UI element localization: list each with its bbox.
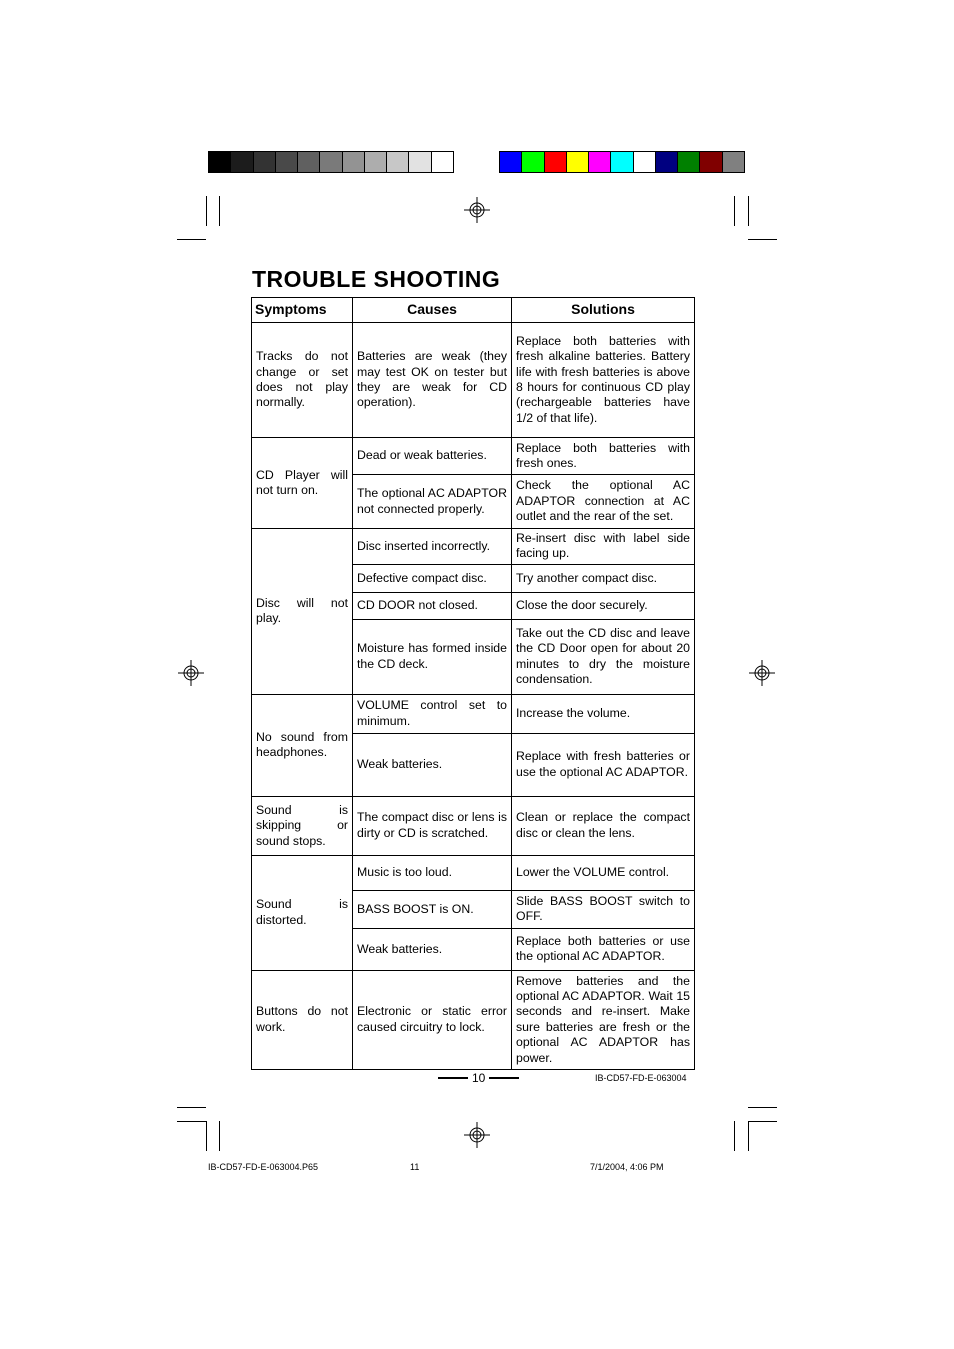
cause-cell: Weak batteries.	[353, 733, 512, 796]
grayscale-calibration-bar	[208, 151, 454, 173]
solution-cell: Increase the volume.	[512, 694, 695, 733]
page-number	[438, 1071, 519, 1085]
solution-cell: Replace with fresh batteries or use the optional AC ADAPTOR.	[512, 733, 695, 796]
crop-mark	[177, 1107, 206, 1108]
footer-file-name: IB-CD57-FD-E-063004.P65	[208, 1162, 319, 1172]
cause-cell: BASS BOOST is ON.	[353, 890, 512, 928]
table-row	[252, 529, 695, 565]
crop-mark	[748, 196, 749, 226]
crop-mark	[206, 196, 207, 226]
table-row	[252, 323, 695, 438]
causes-header: Causes	[353, 298, 512, 323]
gray-swatch	[387, 152, 409, 172]
cause-cell: The compact disc or lens is dirty or CD is scratched.	[353, 796, 512, 855]
crop-mark	[748, 1121, 749, 1151]
symptom-cell: Tracks do not change or set does not play normally.	[252, 323, 353, 438]
symptom-cell: Buttons do not work.	[252, 970, 353, 1069]
color-swatch	[500, 152, 522, 172]
crop-mark	[748, 239, 777, 240]
gray-swatch	[276, 152, 298, 172]
color-swatch	[522, 152, 544, 172]
solution-cell: Slide BASS BOOST switch to OFF.	[512, 890, 695, 928]
table-header-row	[252, 298, 695, 323]
solution-cell: Try another compact disc.	[512, 564, 695, 592]
color-swatch	[723, 152, 744, 172]
symptom-cell: Sound is skipping or sound stops.	[252, 796, 353, 855]
color-swatch	[545, 152, 567, 172]
table-row	[252, 694, 695, 733]
crop-mark	[748, 1121, 777, 1122]
color-swatch	[589, 152, 611, 172]
solution-cell: Clean or replace the compact disc or clean the lens.	[512, 796, 695, 855]
solution-cell: Take out the CD disc and leave the CD Door open for about 20 minutes to dry the moisture condensation.	[512, 619, 695, 694]
registration-mark-icon	[178, 660, 204, 686]
symptom-cell: Disc will not play.	[252, 529, 353, 695]
gray-swatch	[254, 152, 276, 172]
color-swatch	[700, 152, 722, 172]
page-number-rule	[438, 1077, 468, 1079]
crop-mark	[748, 1107, 777, 1108]
color-calibration-bar	[499, 151, 745, 173]
cause-cell: Batteries are weak (they may test OK on tester but they are weak for CD operation).	[353, 323, 512, 438]
table-row	[252, 438, 695, 475]
color-swatch	[611, 152, 633, 172]
crop-mark	[206, 1121, 207, 1151]
solution-cell: Replace both batteries or use the optional AC ADAPTOR.	[512, 928, 695, 970]
cause-cell: Moisture has formed inside the CD deck.	[353, 619, 512, 694]
crop-mark	[734, 196, 735, 226]
solution-cell: Remove batteries and the optional AC ADAPTOR. Wait 15 seconds and re-insert. Make sure batteries are fresh or the optional AC ADAPTOR has power.	[512, 970, 695, 1069]
symptoms-header: Symptoms	[252, 298, 353, 323]
crop-mark	[219, 1121, 220, 1151]
registration-mark-icon	[464, 197, 490, 223]
crop-mark	[734, 1121, 735, 1151]
cause-cell: Dead or weak batteries.	[353, 438, 512, 475]
gray-swatch	[209, 152, 231, 172]
color-swatch	[656, 152, 678, 172]
symptom-cell: Sound is distorted.	[252, 855, 353, 970]
cause-cell: Weak batteries.	[353, 928, 512, 970]
solution-cell: Lower the VOLUME control.	[512, 855, 695, 890]
cause-cell: Music is too loud.	[353, 855, 512, 890]
gray-swatch	[409, 152, 431, 172]
page-number-rule	[489, 1077, 519, 1079]
document-code: IB-CD57-FD-E-063004	[595, 1073, 687, 1083]
footer-sheet-number: 11	[410, 1162, 420, 1172]
table-row	[252, 855, 695, 890]
solution-cell: Check the optional AC ADAPTOR connection at AC outlet and the rear of the set.	[512, 475, 695, 529]
gray-swatch	[231, 152, 253, 172]
solution-cell: Close the door securely.	[512, 592, 695, 619]
page-title: TROUBLE SHOOTING	[252, 266, 501, 292]
cause-cell: Disc inserted incorrectly.	[353, 529, 512, 565]
registration-mark-icon	[749, 660, 775, 686]
symptom-cell: CD Player will not turn on.	[252, 438, 353, 529]
cause-cell: The optional AC ADAPTOR not connected properly.	[353, 475, 512, 529]
troubleshooting-table	[251, 297, 695, 1070]
color-swatch	[634, 152, 656, 172]
registration-mark-icon	[464, 1122, 490, 1148]
cause-cell: CD DOOR not closed.	[353, 592, 512, 619]
crop-mark	[177, 239, 206, 240]
color-swatch	[678, 152, 700, 172]
gray-swatch	[320, 152, 342, 172]
symptom-cell: No sound from headphones.	[252, 694, 353, 796]
gray-swatch	[365, 152, 387, 172]
cause-cell: Defective compact disc.	[353, 564, 512, 592]
page-number-value: 10	[472, 1071, 486, 1085]
table-row	[252, 796, 695, 855]
solution-cell: Re-insert disc with label side facing up.	[512, 529, 695, 565]
footer-datetime: 7/1/2004, 4:06 PM	[590, 1162, 664, 1172]
gray-swatch	[432, 152, 453, 172]
cause-cell: Electronic or static error caused circuitry to lock.	[353, 970, 512, 1069]
crop-mark	[219, 196, 220, 226]
gray-swatch	[298, 152, 320, 172]
gray-swatch	[343, 152, 365, 172]
table-row	[252, 970, 695, 1069]
solution-cell: Replace both batteries with fresh ones.	[512, 438, 695, 475]
color-swatch	[567, 152, 589, 172]
solutions-header: Solutions	[512, 298, 695, 323]
solution-cell: Replace both batteries with fresh alkaline batteries. Battery life with fresh batteries is above 8 hours for continuous CD play (rechargeable batteries have 1/2 of that life).	[512, 323, 695, 438]
table-body	[252, 323, 695, 1070]
cause-cell: VOLUME control set to minimum.	[353, 694, 512, 733]
crop-mark	[177, 1121, 206, 1122]
